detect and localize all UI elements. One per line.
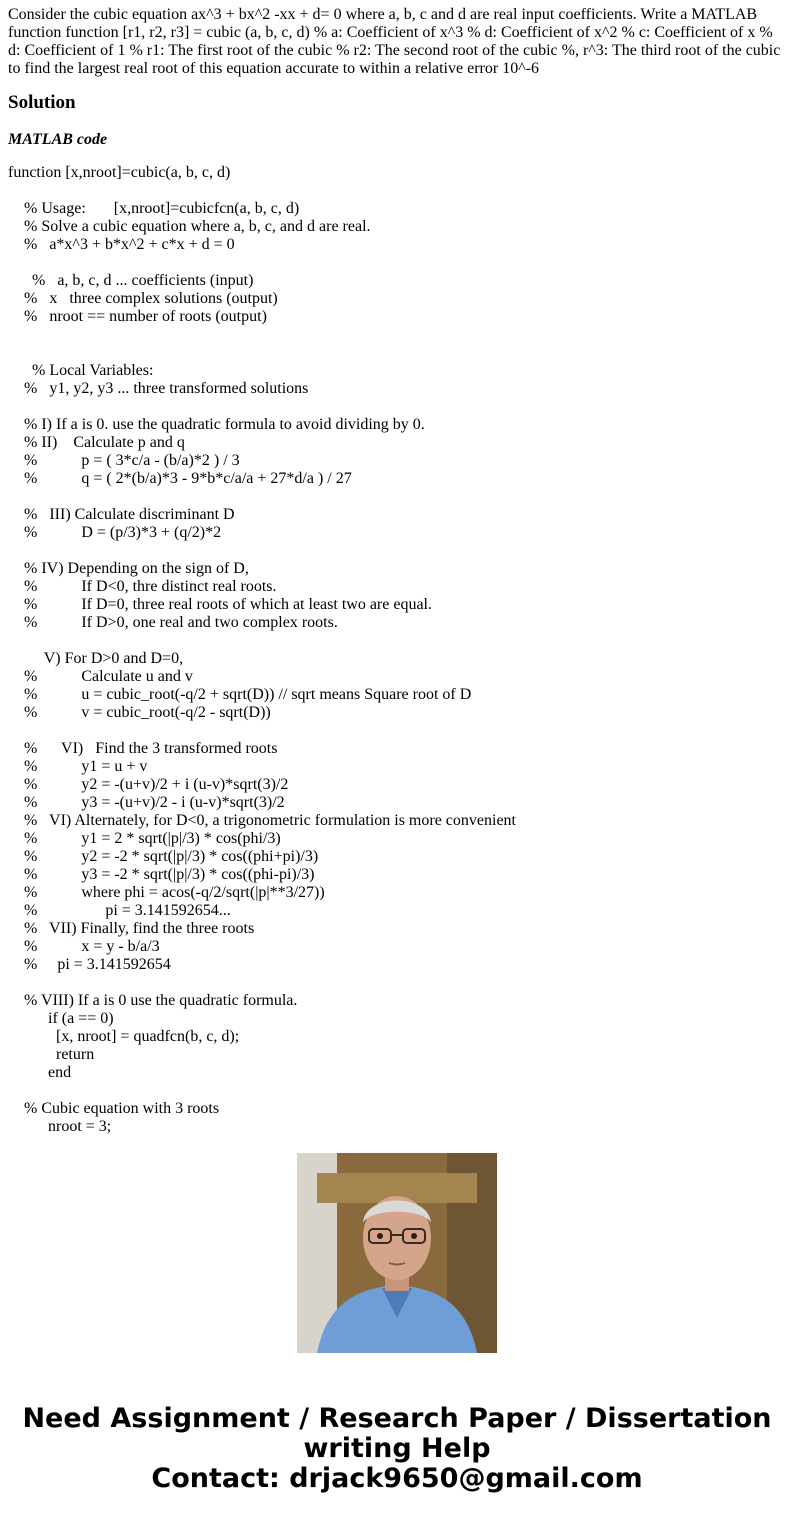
code-line: % Calculate u and v xyxy=(8,668,193,685)
code-line: % a*x^3 + b*x^2 + c*x + d = 0 xyxy=(8,236,235,253)
code-line: % x = y - b/a/3 xyxy=(8,938,160,955)
code-line xyxy=(8,398,786,416)
code-line: % y1 = u + v xyxy=(8,758,148,775)
code-line: return xyxy=(8,1046,95,1063)
code-line: % II) Calculate p and q xyxy=(8,434,185,451)
code-line: % a, b, c, d ... coefficients (input) xyxy=(8,272,254,289)
code-line xyxy=(8,542,786,560)
code-line: % Solve a cubic equation where a, b, c, and d are real. xyxy=(8,218,371,235)
code-line: % VI) Alternately, for D<0, a trigonometric formulation is more convenient xyxy=(8,812,516,829)
code-line: % pi = 3.141592654 xyxy=(8,956,171,973)
code-line xyxy=(8,254,786,272)
code-line: % q = ( 2*(b/a)*3 - 9*b*c/a/a + 27*d/a ) / 27 xyxy=(8,470,352,487)
code-line xyxy=(8,344,786,362)
code-line xyxy=(8,632,786,650)
code-line xyxy=(8,1082,786,1100)
avatar-photo-icon xyxy=(297,1153,497,1353)
code-line: % y1, y2, y3 ... three transformed solutions xyxy=(8,380,309,397)
code-line: % VIII) If a is 0 use the quadratic formula. xyxy=(8,992,298,1009)
promo-line-1: Need Assignment / Research Paper / Dissertation xyxy=(22,1403,772,1434)
code-line: function [x,nroot]=cubic(a, b, c, d) xyxy=(8,164,231,181)
code-line: % Usage: [x,nroot]=cubicfcn(a, b, c, d) xyxy=(8,200,300,217)
code-line: end xyxy=(8,1064,72,1081)
solution-heading: Solution xyxy=(8,92,76,113)
code-line: % Local Variables: xyxy=(8,362,154,379)
code-line xyxy=(8,182,786,200)
code-heading: MATLAB code xyxy=(8,131,108,148)
code-line: % v = cubic_root(-q/2 - sqrt(D)) xyxy=(8,704,271,721)
document-body xyxy=(8,6,786,1135)
code-line xyxy=(8,488,786,506)
code-line: % x three complex solutions (output) xyxy=(8,290,278,307)
promo-contact: Contact: drjack9650@gmail.com xyxy=(151,1463,643,1494)
code-line: % I) If a is 0. use the quadratic formula to avoid dividing by 0. xyxy=(8,416,425,433)
code-line: % y2 = -2 * sqrt(|p|/3) * cos((phi+pi)/3) xyxy=(8,848,319,865)
code-line: [x, nroot] = quadfcn(b, c, d); xyxy=(8,1028,240,1045)
code-line: nroot = 3; xyxy=(8,1118,112,1135)
code-line: % nroot == number of roots (output) xyxy=(8,308,267,325)
code-line: % Cubic equation with 3 roots xyxy=(8,1100,220,1117)
code-line: % III) Calculate discriminant D xyxy=(8,506,235,523)
code-line xyxy=(8,974,786,992)
code-line: % D = (p/3)*3 + (q/2)*2 xyxy=(8,524,222,541)
code-line: % VI) Find the 3 transformed roots xyxy=(8,740,278,757)
avatar xyxy=(297,1153,497,1353)
code-line: % If D<0, thre distinct real roots. xyxy=(8,578,277,595)
code-line: % VII) Finally, find the three roots xyxy=(8,920,255,937)
code-line: % where phi = acos(-q/2/sqrt(|p|**3/27)) xyxy=(8,884,325,901)
code-line: % If D>0, one real and two complex roots. xyxy=(8,614,338,631)
code-line: % y3 = -2 * sqrt(|p|/3) * cos((phi-pi)/3) xyxy=(8,866,315,883)
code-block xyxy=(8,164,786,1136)
question-text: Consider the cubic equation ax^3 + bx^2 -xx + d= 0 where a, b, c and d are real input coefficients. Write a MATLAB function function [r1, r2, r3] = cubic (a, b, c, d) % a: Coefficient of x^3 % d: Coefficient of x^2 % c: Coefficient of x % d: Coefficient of 1 % r1: The first root of the cubic % r2: The second root of the cubic %, r^3: The third root of the cubic to find the largest real root of this equation accurate to within a relative error 10^-6 xyxy=(8,6,781,77)
code-line: % u = cubic_root(-q/2 + sqrt(D)) // sqrt means Square root of D xyxy=(8,686,472,703)
code-line: V) For D>0 and D=0, xyxy=(8,650,184,667)
code-line: % If D=0, three real roots of which at least two are equal. xyxy=(8,596,432,613)
code-line: % p = ( 3*c/a - (b/a)*2 ) / 3 xyxy=(8,452,240,469)
code-line: % y2 = -(u+v)/2 + i (u-v)*sqrt(3)/2 xyxy=(8,776,289,793)
code-line: % y1 = 2 * sqrt(|p|/3) * cos(phi/3) xyxy=(8,830,281,847)
code-line: % y3 = -(u+v)/2 - i (u-v)*sqrt(3)/2 xyxy=(8,794,285,811)
promo-line-2: writing Help xyxy=(303,1433,491,1464)
code-line: % IV) Depending on the sign of D, xyxy=(8,560,249,577)
code-line: if (a == 0) xyxy=(8,1010,114,1027)
promo-banner xyxy=(0,1404,794,1494)
code-line xyxy=(8,326,786,344)
code-line: % pi = 3.141592654... xyxy=(8,902,231,919)
code-line xyxy=(8,722,786,740)
